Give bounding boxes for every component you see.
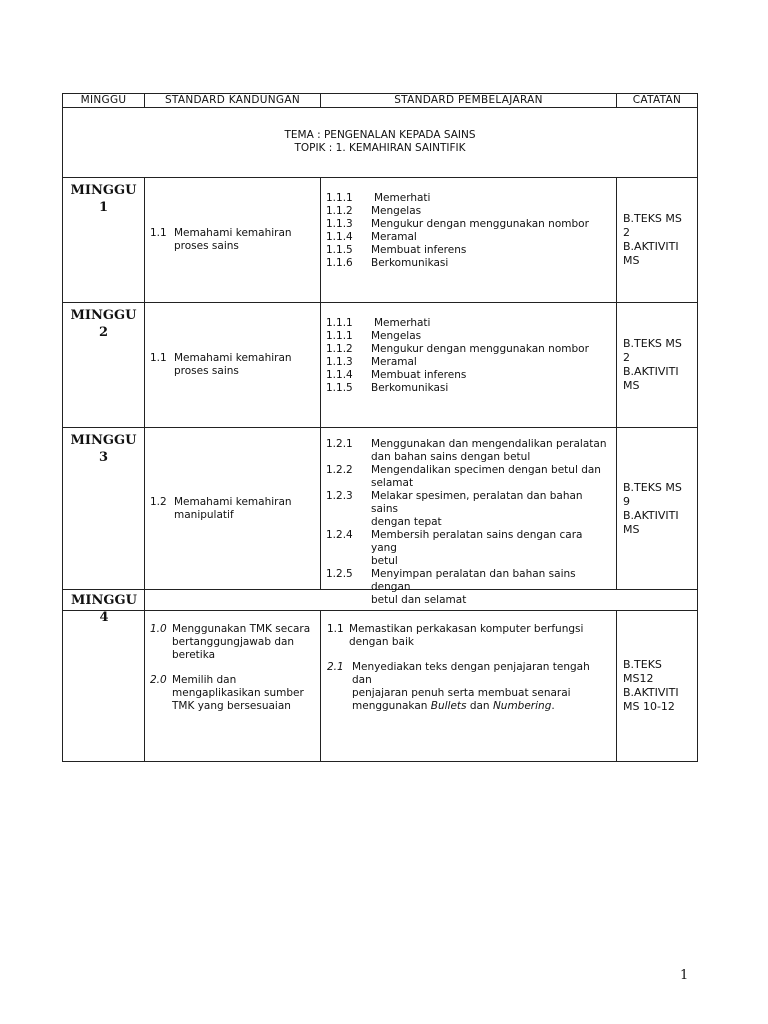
sp-number: 1.1.6 xyxy=(326,257,353,269)
standard-kandungan-cell xyxy=(145,611,321,761)
table-header-row xyxy=(63,94,697,108)
week-label xyxy=(63,588,145,626)
sp-text: selamat xyxy=(371,477,414,489)
sk-number: 1.1 xyxy=(150,352,167,364)
sp-text: Melakar spesimen, peralatan dan bahan sains xyxy=(371,490,583,515)
sp-text: Mengukur dengan menggunakan nombor xyxy=(371,218,589,230)
sp-text: Berkomunikasi xyxy=(371,257,449,269)
sp-text: Membuat inferens xyxy=(371,244,467,256)
catatan-line: 9 xyxy=(623,494,630,508)
sp-text: betul xyxy=(371,555,398,567)
header-catatan: CATATAN xyxy=(632,94,682,106)
catatan-line: 2 xyxy=(623,226,630,239)
sp-text: Membersih peralatan sains dengan cara yang xyxy=(371,529,583,554)
catatan-line: 2 xyxy=(623,351,630,364)
catatan-cell xyxy=(617,611,697,761)
standard-pembelajaran-cell xyxy=(321,611,617,761)
tema-title: TEMA : PENGENALAN KEPADA SAINS xyxy=(284,129,476,141)
sk-text: TMK yang bersesuaian xyxy=(172,700,291,712)
sp-text: Berkomunikasi xyxy=(371,382,449,394)
catatan-line: MS xyxy=(623,379,640,392)
sp-text: Meramal xyxy=(371,231,417,243)
sp-number: 1.2.2 xyxy=(326,464,353,476)
week-row xyxy=(63,178,697,303)
tema-row xyxy=(63,108,697,178)
sp-number: 1.1 xyxy=(327,623,344,635)
week-label-number: 4 xyxy=(99,610,109,625)
sp-number: 1.1.5 xyxy=(326,244,353,256)
sk-text: Menggunakan TMK secara xyxy=(172,623,311,635)
catatan-line: B.AKTIVITI xyxy=(623,240,679,253)
standard-kandungan-cell xyxy=(145,428,321,589)
sk-text: Memahami kemahiran xyxy=(174,227,292,239)
sp-number: 1.1.2 xyxy=(326,205,353,217)
sk-text: Memahami kemahiran xyxy=(174,352,292,364)
sp-text: dengan tepat xyxy=(371,516,442,528)
catatan-line: B.AKTIVITI xyxy=(623,508,679,522)
catatan-line: MS12 xyxy=(623,672,654,685)
catatan-line: MS 10-12 xyxy=(623,700,675,713)
week-label-number: 2 xyxy=(98,325,109,340)
sp-number: 1.1.3 xyxy=(326,218,353,230)
catatan-line: MS xyxy=(623,254,640,267)
week-label xyxy=(63,428,145,589)
sp-text: Menggunakan dan mengendalikan peralatan xyxy=(371,438,607,450)
sp-number: 1.2.5 xyxy=(326,568,353,580)
sk-number: 1.0 xyxy=(150,623,167,635)
catatan-line: B.TEKS xyxy=(623,658,662,671)
catatan-line: B.TEKS MS xyxy=(623,337,682,350)
lesson-plan-table xyxy=(62,93,698,762)
sp-text: dan bahan sains dengan betul xyxy=(371,451,531,463)
catatan-line: B.TEKS MS xyxy=(623,212,682,225)
week-label xyxy=(63,303,145,427)
sp-text: Memerhati xyxy=(374,192,431,204)
sp-text: penjajaran penuh serta membuat senarai xyxy=(352,687,571,699)
sp-text-part: menggunakan xyxy=(352,700,431,712)
sk-text: proses sains xyxy=(174,240,239,252)
catatan-line: B.AKTIVITI xyxy=(623,686,679,699)
week4-spacer xyxy=(145,590,697,610)
standard-kandungan-cell xyxy=(145,303,321,427)
catatan-cell xyxy=(617,428,697,589)
sp-number: 1.1.1 xyxy=(326,330,353,342)
week-label xyxy=(63,178,145,302)
sk-number: 1.1 xyxy=(150,227,167,239)
header-standard-kandungan: STANDARD KANDUNGAN xyxy=(145,94,321,107)
sp-text: dengan baik xyxy=(349,636,414,648)
sp-text-part: . xyxy=(551,700,555,712)
sp-text: Memerhati xyxy=(374,317,431,329)
standard-kandungan-cell xyxy=(145,178,321,302)
page-number: 1 xyxy=(680,968,689,983)
tema-cell xyxy=(63,108,697,176)
sk-text: beretika xyxy=(172,649,216,661)
catatan-line: B.AKTIVITI xyxy=(623,365,679,378)
sk-text: Memahami kemahiran xyxy=(174,495,292,508)
standard-pembelajaran-cell xyxy=(321,428,617,606)
sp-text: Menyimpan peralatan dan bahan sains dengan xyxy=(371,568,576,593)
topik-title: TOPIK : 1. KEMAHIRAN SAINTIFIK xyxy=(294,142,466,154)
sp-text: Mengelas xyxy=(371,205,422,217)
week-row xyxy=(63,303,697,428)
week-label-word: MINGGU xyxy=(70,183,137,198)
sp-text: betul dan selamat xyxy=(371,594,467,606)
sp-text: Membuat inferens xyxy=(371,369,467,381)
week-label-word: MINGGU xyxy=(70,308,137,323)
week4-label-row xyxy=(63,590,697,611)
catatan-line: MS xyxy=(623,522,640,536)
sp-text-italic: Bullets xyxy=(430,700,467,712)
sk-text: mengaplikasikan sumber xyxy=(172,687,304,699)
sp-text: Mengelas xyxy=(371,330,422,342)
sp-text: Memastikan perkakasan komputer berfungsi xyxy=(349,623,584,635)
sp-number: 2.1 xyxy=(327,661,344,673)
catatan-cell xyxy=(617,178,697,302)
sk-text: manipulatif xyxy=(174,508,234,521)
sp-text: Mengendalikan specimen dengan betul dan xyxy=(371,464,601,476)
sp-number: 1.1.1 xyxy=(326,317,353,329)
header-standard-pembelajaran: STANDARD PEMBELAJARAN xyxy=(321,94,617,107)
standard-pembelajaran-cell xyxy=(321,303,617,427)
week-label-word: MINGGU xyxy=(70,433,137,448)
sp-number: 1.1.1 xyxy=(326,192,353,204)
sp-number: 1.1.4 xyxy=(326,369,353,381)
sp-number: 1.2.1 xyxy=(326,438,353,450)
sk-text: bertanggungjawab dan xyxy=(172,636,295,648)
sp-text xyxy=(327,700,610,713)
sk-text: proses sains xyxy=(174,365,239,377)
catatan-cell xyxy=(617,303,697,427)
sp-number: 1.2.4 xyxy=(326,529,353,541)
sp-text: Menyediakan teks dengan penjajaran tengah dan xyxy=(352,661,590,686)
week-label-number: 1 xyxy=(98,200,109,215)
sp-text: Meramal xyxy=(371,356,417,368)
sp-text-italic: Numbering xyxy=(492,700,552,712)
sp-text-part: dan xyxy=(466,700,493,712)
sp-number: 1.1.5 xyxy=(326,382,353,394)
sp-number: 1.2.3 xyxy=(326,490,353,502)
sk-number: 2.0 xyxy=(150,674,167,686)
sp-text: Mengukur dengan menggunakan nombor xyxy=(371,343,589,355)
sk-number: 1.2 xyxy=(150,495,167,508)
week-row xyxy=(63,428,697,606)
sp-number: 1.1.3 xyxy=(326,356,353,368)
header-minggu: MINGGU xyxy=(63,94,145,107)
sp-number: 1.1.4 xyxy=(326,231,353,243)
catatan-line: B.TEKS MS xyxy=(623,480,682,494)
sk-text: Memilih dan xyxy=(172,674,237,686)
sp-number: 1.1.2 xyxy=(326,343,353,355)
week-label-number: 3 xyxy=(98,450,109,465)
standard-pembelajaran-cell xyxy=(321,178,617,302)
week-label-word: MINGGU xyxy=(71,593,137,608)
week4-label-cell-bottom xyxy=(63,611,145,761)
